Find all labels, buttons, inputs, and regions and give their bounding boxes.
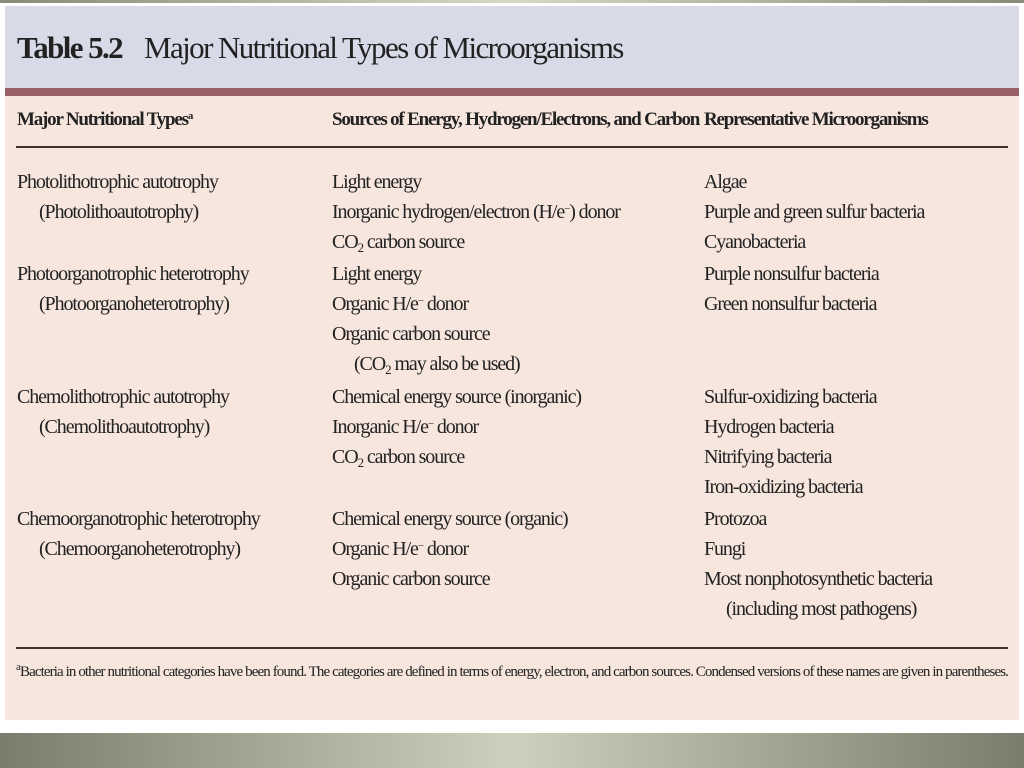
organism-line: Cyanobacteria: [704, 231, 806, 253]
source-line: Organic carbon source: [332, 568, 490, 590]
source-line: Light energy: [332, 171, 422, 193]
nutritional-type-condensed: (Photoorganoheterotrophy): [39, 293, 229, 315]
nutritional-type: Chemolithotrophic autotrophy: [17, 386, 229, 408]
nutritional-type: Photolithotrophic autotrophy: [17, 171, 218, 193]
organism-line: Green nonsulfur bacteria: [704, 293, 877, 315]
table-title: [17, 30, 623, 66]
nutritional-type-condensed: (Chemoorganoheterotrophy): [39, 538, 240, 560]
title-divider: [5, 88, 1019, 96]
source-line: Organic H/e− donor: [332, 538, 469, 560]
organism-line: Nitrifying bacteria: [704, 446, 832, 468]
nutritional-type: Photoorganotrophic heterotrophy: [17, 263, 249, 285]
organism-line: (including most pathogens): [726, 598, 917, 620]
header-nutritional-types: Major Nutritional Types$^a$: [17, 109, 193, 130]
header-rule: [16, 146, 1008, 148]
source-line: Inorganic hydrogen/electron (H/e−) donor: [332, 201, 620, 223]
footnote: $^a$Bacteria in other nutritional categories have been found. The categories are defined in terms of energy, electron, and carbon sources. Condensed versions of these names are given in parentheses.: [16, 661, 1009, 680]
source-line: Light energy: [332, 263, 422, 285]
source-line: Organic carbon source: [332, 323, 490, 345]
organism-line: Purple and green sulfur bacteria: [704, 201, 925, 223]
table-number: Table 5.2: [17, 30, 123, 65]
organism-line: Fungi: [704, 538, 746, 560]
source-line: $CO_2$ carbon source: [332, 231, 465, 255]
source-line: Chemical energy source (organic): [332, 508, 568, 530]
source-line: $CO_2$ carbon source: [332, 446, 465, 470]
table-title-text: Major Nutritional Types of Microorganisms: [144, 30, 623, 65]
organism-line: Protozoa: [704, 508, 767, 530]
organism-line: Purple nonsulfur bacteria: [704, 263, 879, 285]
nutritional-type: Chemoorganotrophic heterotrophy: [17, 508, 260, 530]
header-sources: Sources of Energy, Hydrogen/Electrons, and Carbon: [332, 109, 700, 130]
top-decor-line: [0, 0, 1024, 3]
source-line: Inorganic H/e− donor: [332, 416, 479, 438]
source-line: Organic H/e− donor: [332, 293, 469, 315]
footer-rule: [16, 647, 1008, 649]
nutritional-type-condensed: (Photolithoautotrophy): [39, 201, 199, 223]
organism-line: Hydrogen bacteria: [704, 416, 834, 438]
nutritional-type-condensed: (Chemolithoautotrophy): [39, 416, 210, 438]
organism-line: Iron-oxidizing bacteria: [704, 476, 863, 498]
source-line: Chemical energy source (inorganic): [332, 386, 581, 408]
bottom-decor-bar: [0, 733, 1024, 768]
organism-line: Sulfur-oxidizing bacteria: [704, 386, 877, 408]
organism-line: Algae: [704, 171, 747, 193]
organism-line: Most nonphotosynthetic bacteria: [704, 568, 933, 590]
header-organisms: Representative Microorganisms: [704, 109, 928, 130]
source-line: ($CO_2$ may also be used): [354, 353, 520, 377]
